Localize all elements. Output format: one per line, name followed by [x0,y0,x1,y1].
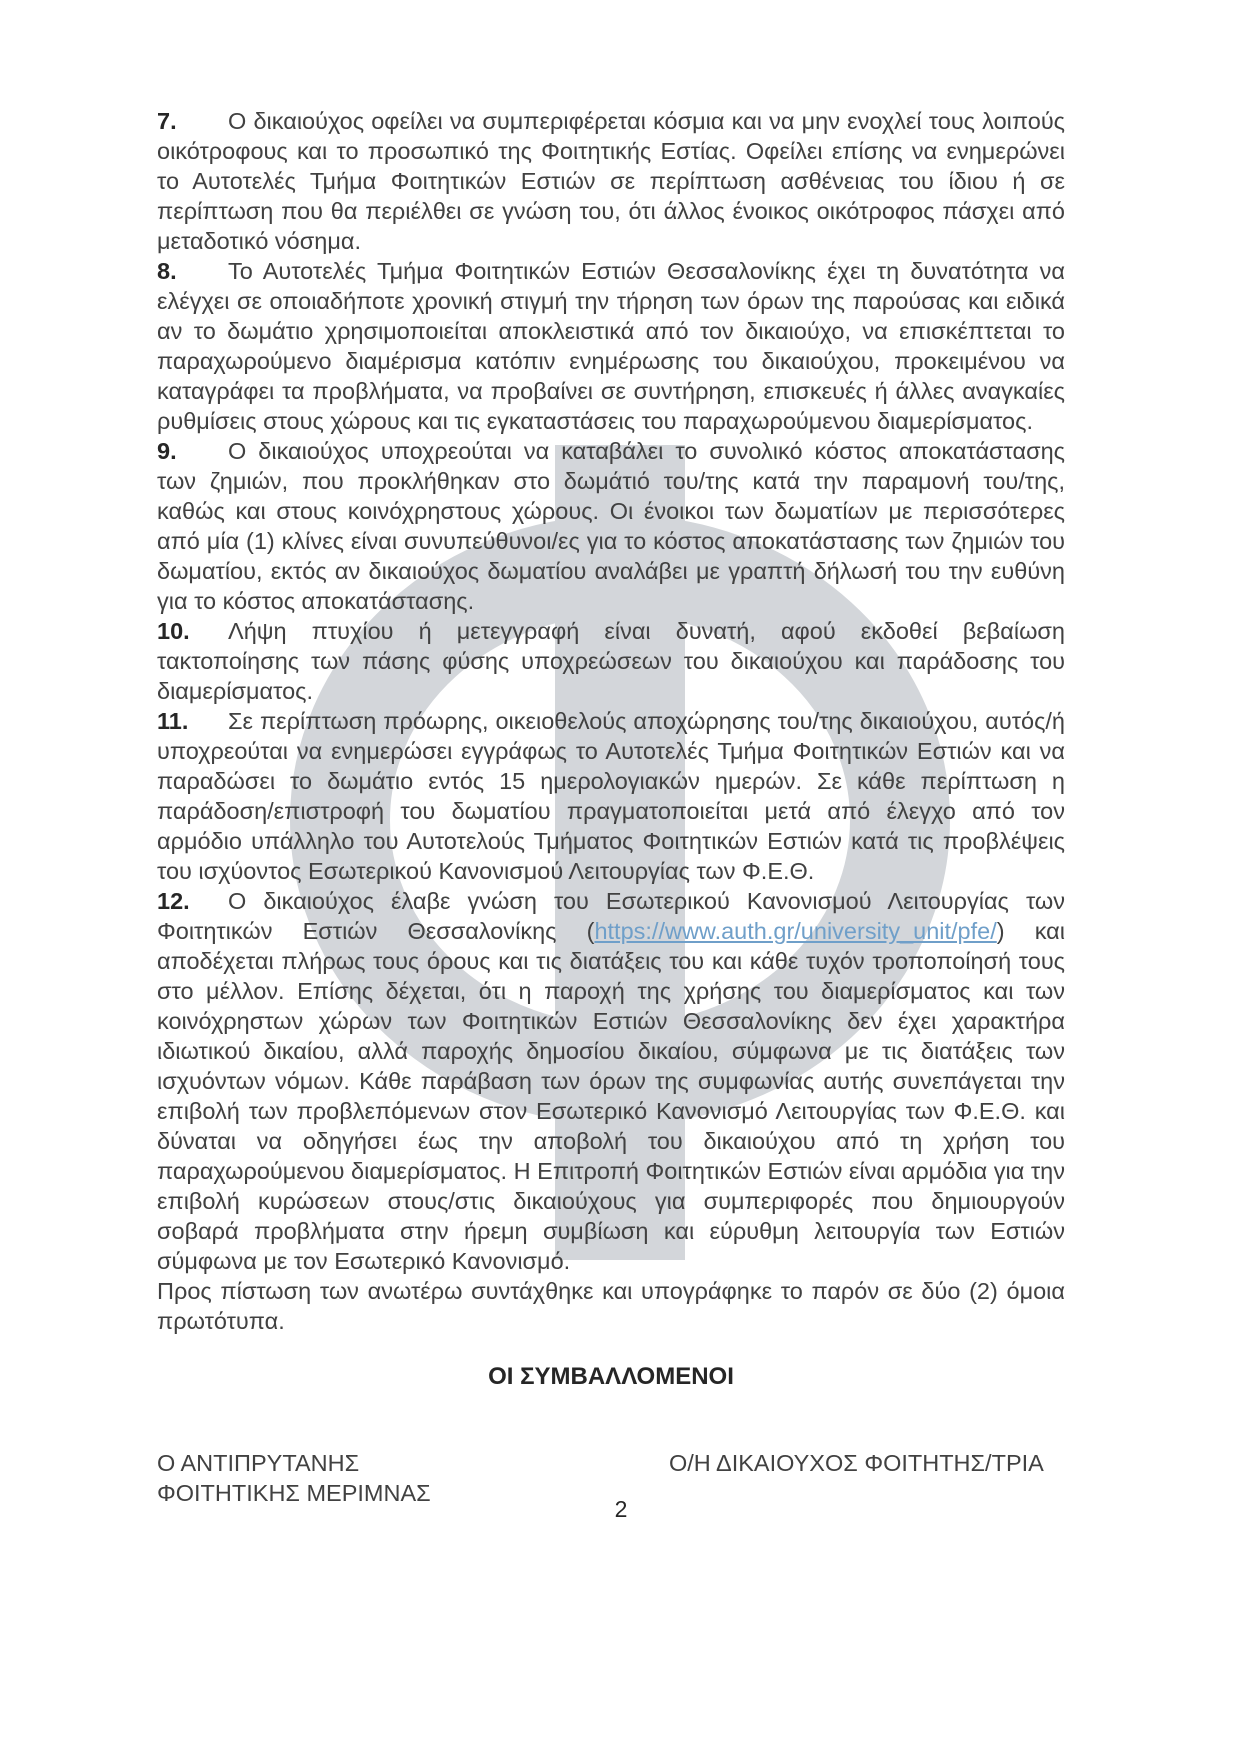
page-content [157,106,1065,1508]
auth-university-unit-link[interactable]: https://www.auth.gr/university_unit/pfe/ [594,918,997,944]
clause-8-number: 8. [157,258,177,284]
clause-12-text-before: Ο δικαιούχος έλαβε γνώση του Εσωτερικού Κανονισμού Λειτουργίας των Φοιτητικών Εστιών Θεσσαλονίκης ( [157,888,1065,944]
signatory-right-title: Ο/Η ΔΙΚΑΙΟΥΧΟΣ ΦΟΙΤΗΤΗΣ/ΤΡΙΑ [669,1450,1044,1476]
clause-10-text: Λήψη πτυχίου ή μετεγγραφή είναι δυνατή, αφού εκδοθεί βεβαίωση τακτοποίησης των πάσης φύσης υποχρεώσεων του δικαιούχου και παράδοσης του διαμερίσματος. [157,618,1065,704]
signatory-left-line1: Ο ΑΝΤΙΠΡΥΤΑΝΗΣ [157,1450,360,1476]
clause-9-number: 9. [157,438,177,464]
clause-10-number: 10. [157,618,190,644]
clause-9 [157,436,1065,616]
clause-11-number: 11. [157,708,189,734]
clause-7 [157,106,1065,256]
page-number: 2 [614,1496,628,1522]
clause-7-number: 7. [157,108,177,134]
clause-11 [157,706,1065,886]
signatory-left-line2: ΦΟΙΤΗΤΙΚΗΣ ΜΕΡΙΜΝΑΣ [157,1480,431,1506]
clause-10 [157,616,1065,706]
clause-12-text-after: ) και αποδέχεται πλήρως τους όρους και τις διατάξεις του και κάθε τυχόν τροποποίησή τους στο μέλλον. Επίσης δέχεται, ότι η παροχή της χρήσης του διαμερίσματος και των κοινόχρηστων χώρων των Φοιτητικών Εστιών Θεσσαλονίκης δεν έχει χαρακτήρα ιδιωτικού δικαίου, αλλά παροχής δημοσίου δικαίου, σύμφωνα με τις διατάξεις των ισχυόντων νόμων. Κάθε παράβαση των όρων της συμφωνίας αυτής συνεπάγεται την επιβολή των προβλεπόμενων στον Εσωτερικό Κανονισμό Λειτουργίας των Φ.Ε.Θ. και δύναται να οδηγήσει έως την αποβολή του δικαιούχου από τη χρήση του παραχωρούμενου διαμερίσματος. Η Επιτροπή Φοιτητικών Εστιών είναι αρμόδια για την επιβολή κυρώσεων στους/στις δικαιούχους για συμπεριφορές που δημιουργούν σοβαρά προβλήματα στην ήρεμη συμβίωση και εύρυθμη λειτουργία των Εστιών σύμφωνα με τον Εσωτερικό Κανονισμό. [157,918,1065,1274]
clause-12-number: 12. [157,888,190,914]
clause-8-text: Το Αυτοτελές Τμήμα Φοιτητικών Εστιών Θεσσαλονίκης έχει τη δυνατότητα να ελέγχει σε οποιαδήποτε χρονική στιγμή την τήρηση των όρων της παρούσας και ειδικά αν το δωμάτιο χρησιμοποιείται αποκλειστικά από τον δικαιούχο, να επισκέπτεται το παραχωρούμενο διαμέρισμα κατόπιν ενημέρωσης του δικαιούχου, προκειμένου να καταγράφει τα προβλήματα, να προβαίνει σε συντήρηση, επισκευές ή άλλες αναγκαίες ρυθμίσεις στους χώρους και τις εγκαταστάσεις του παραχωρούμενου διαμερίσματος. [157,258,1065,434]
clause-7-text: Ο δικαιούχος οφείλει να συμπεριφέρεται κόσμια και να μην ενοχλεί τους λοιπούς οικότροφους και το προσωπικό της Φοιτητικής Εστίας. Οφείλει επίσης να ενημερώνει το Αυτοτελές Τμήμα Φοιτητικών Εστιών σε περίπτωση ασθένειας του ίδιου ή σε περίπτωση που θα περιέλθει σε γνώση του, ότι άλλος ένοικος οικότροφος πάσχει από μεταδοτικό νόσημα. [157,108,1065,254]
clause-11-text: Σε περίπτωση πρόωρης, οικειοθελούς αποχώρησης του/της δικαιούχου, αυτός/ή υποχρεούται να ενημερώσει εγγράφως το Αυτοτελές Τμήμα Φοιτητικών Εστιών και να παραδώσει το δωμάτιο εντός 15 ημερολογιακών ημερών. Σε κάθε περίπτωση η παράδοση/επιστροφή του δωματίου πραγματοποιείται μετά από έλεγχο από τον αρμόδιο υπάλληλο του Αυτοτελούς Τμήματος Φοιτητικών Εστιών κατά τις προβλέψεις του ισχύοντος Εσωτερικού Κανονισμού Λειτουργίας των Φ.Ε.Θ. [157,708,1065,884]
parties-heading: ΟΙ ΣΥΜΒΑΛΛΟΜΕΝΟΙ [488,1363,734,1390]
clause-9-text: Ο δικαιούχος υποχρεούται να καταβάλει το συνολικό κόστος αποκατάστασης των ζημιών, που προκλήθηκαν στο δωμάτιό του/της κατά την παραμονή του/της, καθώς και στους κοινόχρηστους χώρους. Οι ένοικοι των δωματίων με περισσότερες από μία (1) κλίνες είναι συνυπεύθυνοι/ες για το κόστος αποκατάστασης των ζημιών του δωματίου, εκτός αν δικαιούχος δωματίου αναλάβει με γραπτή δήλωσή του την ευθύνη για το κόστος αποκατάστασης. [157,438,1065,614]
closing-statement: Προς πίστωση των ανωτέρω συντάχθηκε και υπογράφηκε το παρόν σε δύο (2) όμοια πρωτότυπα. [157,1278,1065,1334]
clause-12 [157,886,1065,1276]
clause-8 [157,256,1065,436]
